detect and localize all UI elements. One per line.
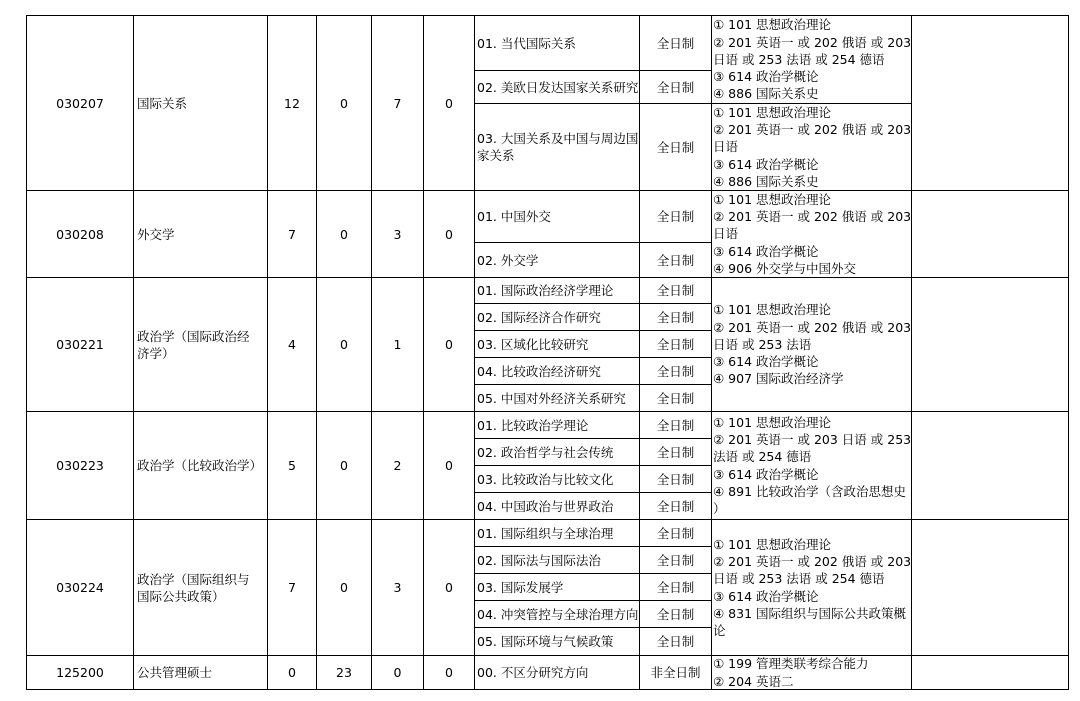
research-direction: 03. 比较政治与比较文化 (477, 471, 614, 487)
study-mode: 全日制 (656, 390, 695, 406)
quota-n4: 0 (445, 458, 453, 473)
exam-subject-line: 日语 或 253 法语 或 254 德语 (713, 51, 885, 67)
study-mode-cell (639, 357, 712, 385)
study-mode-cell (639, 573, 712, 601)
research-direction: 02. 外交学 (477, 252, 539, 268)
study-mode-cell (639, 242, 712, 278)
exam-subject-line: ③ 614 政治学概论 (713, 69, 819, 85)
exam-subject-line: 日语 或 253 法语 或 254 德语 (713, 571, 885, 587)
research-direction-cell (474, 546, 640, 574)
exam-subject-line: 日语 或 253 法语 (713, 336, 812, 352)
study-mode-cell (639, 15, 712, 71)
quota-n2: 0 (340, 226, 348, 242)
exam-subject-line: ④ 831 国际组织与国际公共政策概 (713, 605, 907, 621)
quota-n2: 0 (340, 580, 348, 595)
study-mode: 全日制 (656, 336, 695, 352)
research-direction-cell (474, 70, 640, 104)
remarks-cell (911, 190, 1069, 278)
study-mode: 非全日制 (650, 665, 701, 680)
quota-n1-cell (267, 411, 317, 520)
research-direction: 05. 中国对外经济关系研究 (477, 390, 626, 406)
research-direction: 01. 国际组织与全球治理 (477, 525, 614, 541)
research-direction-cell (474, 655, 640, 690)
quota-n1: 7 (288, 580, 296, 595)
study-mode: 全日制 (656, 252, 695, 268)
exam-subject-line: ） (713, 500, 726, 516)
quota-n3: 3 (393, 226, 402, 242)
quota-n3: 1 (393, 337, 402, 352)
quota-n4: 0 (445, 95, 453, 111)
study-mode-cell (639, 277, 712, 304)
exam-subject-line: ② 201 英语一 或 202 俄语 或 203 (713, 319, 912, 335)
research-direction-cell (474, 627, 640, 656)
quota-n2-cell (316, 519, 372, 656)
major-code: 030223 (56, 458, 104, 473)
research-direction-cell (474, 303, 640, 331)
study-mode: 全日制 (656, 634, 695, 649)
major-code: 030207 (56, 95, 104, 111)
quota-n3-cell (371, 411, 424, 520)
exam-subject-line: ② 201 英语一 或 202 俄语 或 203 (713, 34, 912, 50)
exam-subject-line: ① 101 思想政治理论 (713, 302, 832, 318)
exam-subject-line: ② 201 英语一 或 203 日语 或 253 (713, 432, 912, 448)
major-name-cell (133, 277, 268, 412)
quota-n1: 0 (288, 665, 296, 680)
research-direction: 02. 国际经济合作研究 (477, 309, 601, 325)
remarks-cell (911, 519, 1069, 656)
major-code: 030208 (56, 226, 104, 242)
research-direction-cell (474, 15, 640, 71)
research-direction-cell (474, 242, 640, 278)
research-direction: 01. 中国外交 (477, 209, 551, 224)
study-mode-cell (639, 330, 712, 358)
quota-n2-cell (316, 411, 372, 520)
quota-n3-cell (371, 277, 424, 412)
exam-subject-line: ④ 886 国际关系史 (713, 173, 819, 189)
quota-n1-cell (267, 655, 317, 690)
study-mode: 全日制 (656, 139, 695, 155)
study-mode-cell (639, 70, 712, 104)
exam-subject-line: 法语 或 254 德语 (713, 449, 812, 465)
quota-n4-cell (423, 277, 475, 412)
exam-subject-line: ① 101 思想政治理论 (713, 414, 832, 430)
research-direction: 04. 冲突管控与全球治理方向 (477, 606, 639, 622)
exam-subject-line: 日语 (713, 226, 739, 242)
research-direction: 02. 政治哲学与社会传统 (477, 444, 614, 460)
study-mode: 全日制 (656, 79, 695, 95)
exam-subjects-cell (711, 190, 912, 278)
research-direction-cell (474, 573, 640, 601)
exam-subjects-cell (711, 519, 912, 656)
study-mode: 全日制 (656, 309, 695, 325)
exam-subject-line: ① 199 管理类联考综合能力 (713, 656, 869, 672)
research-direction-cell (474, 438, 640, 466)
quota-n3-cell (371, 519, 424, 656)
research-direction-cell (474, 190, 640, 243)
exam-subject-line: ① 101 思想政治理论 (713, 536, 832, 552)
research-direction: 02. 国际法与国际法治 (477, 552, 601, 568)
research-direction-cell (474, 492, 640, 520)
research-direction-cell (474, 411, 640, 439)
exam-subject-line: ③ 614 政治学概论 (713, 243, 819, 259)
study-mode: 全日制 (656, 444, 695, 460)
study-mode: 全日制 (656, 498, 695, 514)
exam-subject-line: ② 201 英语一 或 202 俄语 或 203 (713, 554, 912, 570)
major-code-cell (26, 519, 134, 656)
study-mode: 全日制 (656, 471, 695, 487)
quota-n2-cell (316, 277, 372, 412)
major-name: 外交学 (137, 226, 175, 242)
quota-n2-cell (316, 190, 372, 278)
research-direction: 01. 比较政治学理论 (477, 417, 589, 433)
exam-subjects-cell (711, 655, 912, 690)
major-code-cell (26, 411, 134, 520)
remarks-cell (911, 411, 1069, 520)
quota-n3-cell (371, 655, 424, 690)
study-mode-cell (639, 384, 712, 412)
exam-subjects-cell (711, 411, 912, 520)
study-mode: 全日制 (656, 417, 695, 433)
exam-subject-line: ③ 614 政治学概论 (713, 156, 819, 172)
research-direction-cell (474, 330, 640, 358)
research-direction: 03. 国际发展学 (477, 579, 564, 595)
major-name: 国际关系 (137, 95, 188, 111)
research-direction-cell (474, 384, 640, 412)
study-mode-cell (639, 438, 712, 466)
major-name-cell (133, 190, 268, 278)
research-direction-cell (474, 357, 640, 385)
quota-n3: 2 (393, 458, 402, 473)
quota-n2: 0 (340, 458, 348, 473)
exam-subjects-cell (711, 15, 912, 104)
exam-subjects-cell (711, 103, 912, 191)
quota-n2: 0 (340, 95, 348, 111)
quota-n4-cell (423, 411, 475, 520)
quota-n2-cell (316, 655, 372, 690)
major-name-cell (133, 519, 268, 656)
exam-subject-line: ① 101 思想政治理论 (713, 105, 832, 120)
study-mode: 全日制 (656, 525, 695, 541)
study-mode-cell (639, 655, 712, 690)
research-direction: 01. 国际政治经济学理论 (477, 283, 614, 298)
exam-subject-line: ④ 906 外交学与中国外交 (713, 260, 857, 276)
quota-n1: 4 (288, 337, 296, 352)
exam-subject-line: ② 201 英语一 或 202 俄语 或 203 (713, 122, 912, 138)
major-code: 030224 (56, 580, 104, 595)
quota-n1: 12 (284, 95, 300, 111)
major-code: 125200 (56, 665, 104, 680)
study-mode-cell (639, 546, 712, 574)
major-code: 030221 (56, 337, 104, 352)
exam-subject-line: ④ 891 比较政治学（含政治思想史 (713, 483, 907, 499)
major-code-cell (26, 15, 134, 191)
quota-n4-cell (423, 655, 475, 690)
quota-n4: 0 (445, 580, 453, 595)
study-mode: 全日制 (656, 209, 695, 224)
research-direction: 03. 大国关系及中国与周边国家关系 (477, 131, 639, 163)
exam-subject-line: ③ 614 政治学概论 (713, 466, 819, 482)
exam-subject-line: 论 (713, 622, 726, 638)
research-direction-cell (474, 103, 640, 191)
exam-subject-line: ③ 614 政治学概论 (713, 354, 819, 370)
quota-n3: 7 (393, 95, 402, 111)
study-mode-cell (639, 303, 712, 331)
study-mode: 全日制 (656, 606, 695, 622)
exam-subject-line: ④ 907 国际政治经济学 (713, 371, 844, 387)
research-direction: 04. 比较政治经济研究 (477, 363, 601, 379)
quota-n4-cell (423, 519, 475, 656)
quota-n4: 0 (445, 665, 453, 680)
research-direction-cell (474, 465, 640, 493)
quota-n4-cell (423, 190, 475, 278)
exam-subject-line: ① 101 思想政治理论 (713, 17, 832, 33)
remarks-cell (911, 655, 1069, 690)
research-direction-cell (474, 600, 640, 628)
quota-n4-cell (423, 15, 475, 191)
study-mode: 全日制 (656, 283, 695, 298)
quota-n3: 3 (393, 580, 402, 595)
study-mode: 全日制 (656, 363, 695, 379)
research-direction-cell (474, 277, 640, 304)
quota-n1-cell (267, 190, 317, 278)
study-mode-cell (639, 519, 712, 547)
remarks-cell (911, 277, 1069, 412)
exam-subject-line: 日语 (713, 139, 739, 155)
study-mode: 全日制 (656, 552, 695, 568)
study-mode-cell (639, 492, 712, 520)
exam-subject-line: ① 101 思想政治理论 (713, 192, 832, 207)
major-name: 政治学（国际政治经济学） (137, 328, 250, 361)
exam-subject-line: ② 201 英语一 或 202 俄语 或 203 (713, 209, 912, 225)
study-mode-cell (639, 465, 712, 493)
major-code-cell (26, 277, 134, 412)
major-code-cell (26, 655, 134, 690)
exam-subject-line: ③ 614 政治学概论 (713, 588, 819, 604)
research-direction: 05. 国际环境与气候政策 (477, 634, 614, 649)
exam-subject-line: ② 204 英语二 (713, 673, 794, 689)
study-mode-cell (639, 600, 712, 628)
research-direction: 03. 区域化比较研究 (477, 336, 589, 352)
major-code-cell (26, 190, 134, 278)
study-mode: 全日制 (656, 579, 695, 595)
major-name-cell (133, 15, 268, 191)
quota-n1-cell (267, 15, 317, 191)
quota-n1: 7 (288, 226, 296, 242)
major-name-cell (133, 655, 268, 690)
remarks-cell (911, 15, 1069, 191)
research-direction: 01. 当代国际关系 (477, 35, 576, 51)
quota-n1-cell (267, 277, 317, 412)
study-mode-cell (639, 103, 712, 191)
quota-n1-cell (267, 519, 317, 656)
quota-n3: 0 (393, 665, 402, 680)
quota-n3-cell (371, 15, 424, 191)
major-name-cell (133, 411, 268, 520)
research-direction-cell (474, 519, 640, 547)
study-mode-cell (639, 411, 712, 439)
quota-n2: 0 (340, 337, 348, 352)
research-direction: 02. 美欧日发达国家关系研究 (477, 79, 639, 95)
research-direction: 04. 中国政治与世界政治 (477, 498, 614, 514)
quota-n4: 0 (445, 226, 453, 242)
quota-n1: 5 (288, 458, 296, 473)
quota-n2-cell (316, 15, 372, 191)
exam-subjects-cell (711, 277, 912, 412)
study-mode-cell (639, 190, 712, 243)
study-mode-cell (639, 627, 712, 656)
study-mode: 全日制 (656, 35, 695, 51)
quota-n4: 0 (445, 337, 453, 352)
major-name: 公共管理硕士 (137, 665, 213, 680)
research-direction: 00. 不区分研究方向 (477, 665, 589, 680)
quota-n2: 23 (336, 665, 352, 680)
major-name: 政治学（比较政治学） (137, 458, 263, 473)
exam-subject-line: ④ 886 国际关系史 (713, 86, 819, 102)
major-name: 政治学（国际组织与国际公共政策） (137, 571, 250, 604)
quota-n3-cell (371, 190, 424, 278)
